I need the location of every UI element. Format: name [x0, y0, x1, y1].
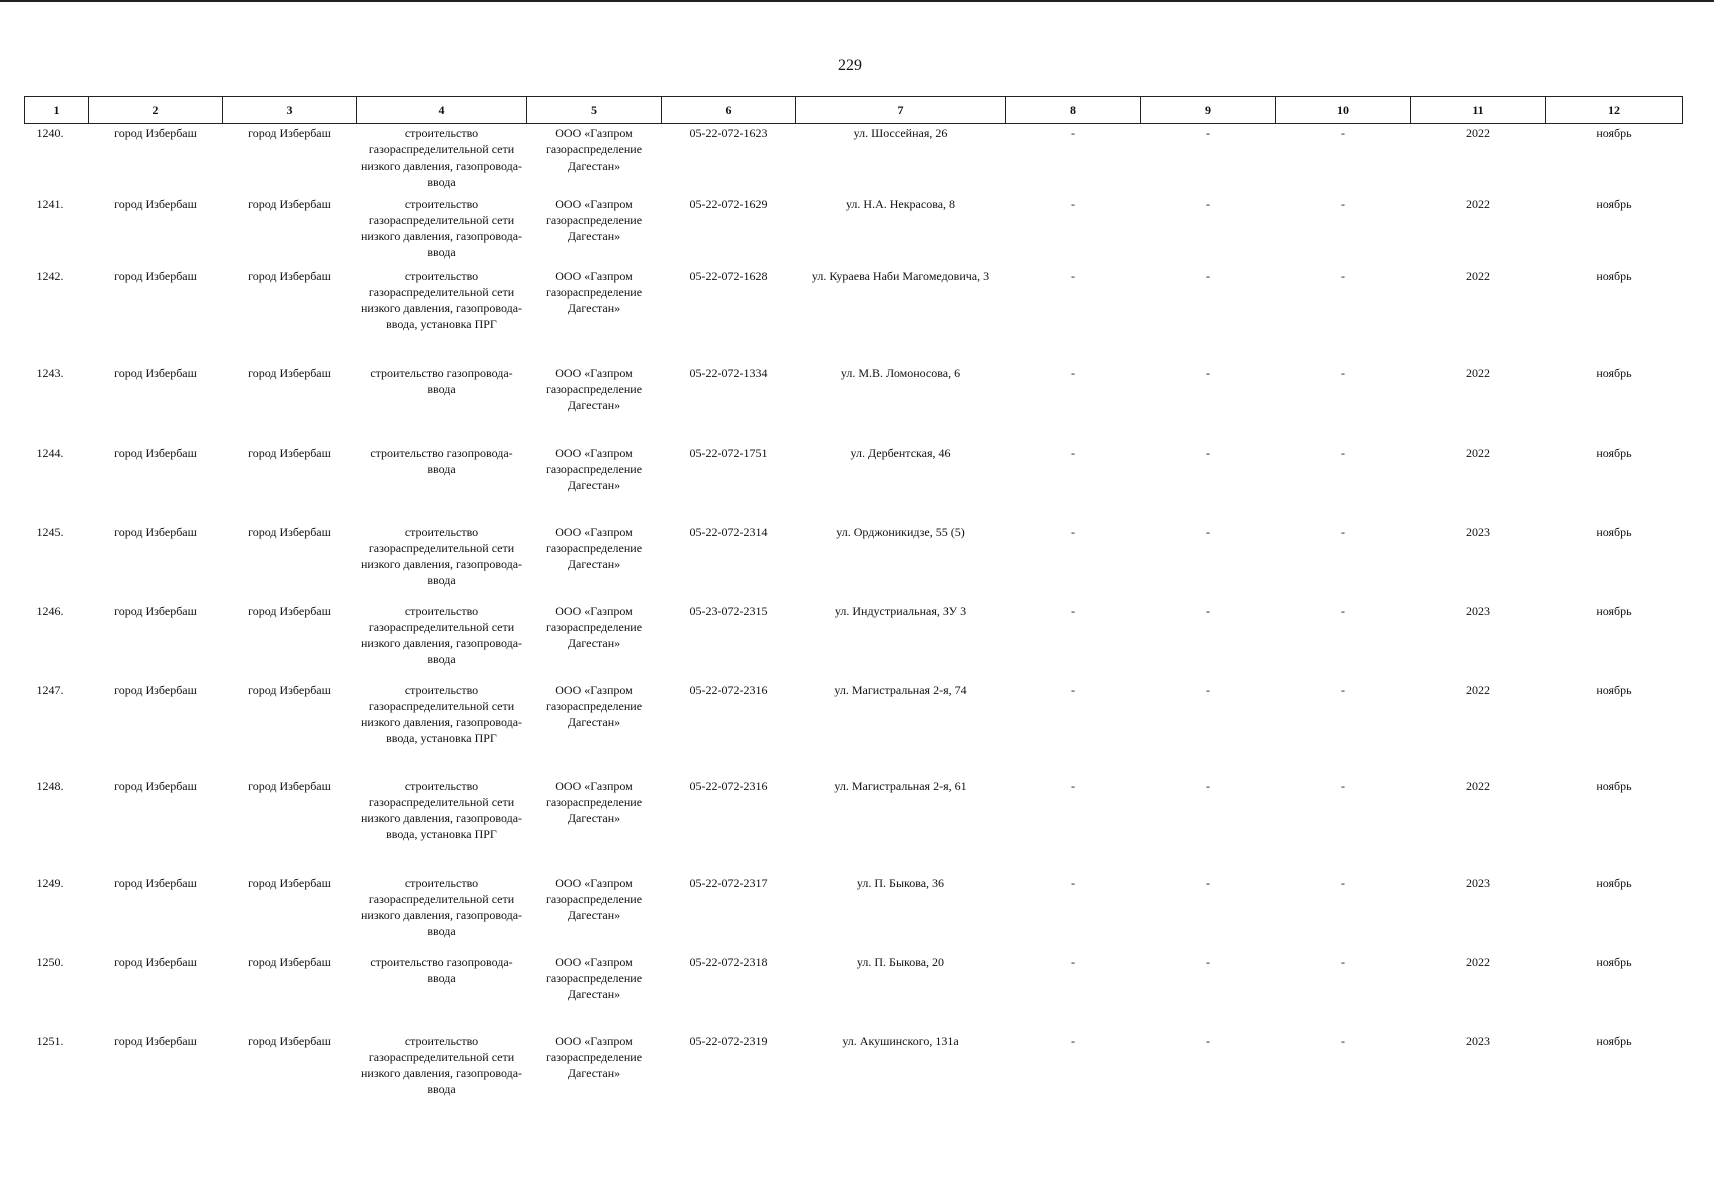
- month-cell: ноябрь: [1596, 1033, 1632, 1048]
- column-8-cell: -: [1071, 778, 1075, 793]
- column-9-cell: -: [1206, 954, 1210, 969]
- district-cell: город Избербаш: [114, 682, 197, 697]
- month-cell: ноябрь: [1596, 524, 1632, 539]
- row-number-cell: 1243.: [36, 365, 64, 380]
- table-row: [25, 524, 1683, 603]
- column-header: 11: [1411, 97, 1546, 124]
- month-cell: ноябрь: [1596, 603, 1632, 618]
- locality-cell: город Избербаш: [248, 365, 331, 380]
- year-cell: 2023: [1466, 875, 1490, 890]
- locality-cell: город Избербаш: [248, 1033, 331, 1048]
- column-header: 12: [1546, 97, 1683, 124]
- column-8-cell: -: [1071, 445, 1075, 460]
- month-cell: ноябрь: [1596, 126, 1632, 140]
- code-cell: 05-22-072-1751: [689, 445, 768, 460]
- row-number-cell: 1240.: [36, 126, 64, 140]
- column-9-cell: -: [1206, 1033, 1210, 1048]
- column-header: 9: [1141, 97, 1276, 124]
- column-10-cell: -: [1341, 126, 1345, 140]
- column-9-cell: -: [1206, 524, 1210, 539]
- year-cell: 2023: [1466, 603, 1490, 618]
- column-10-cell: -: [1341, 778, 1345, 793]
- year-cell: 2022: [1466, 445, 1490, 460]
- month-cell: ноябрь: [1596, 196, 1632, 211]
- column-10-cell: -: [1341, 196, 1345, 211]
- year-cell: 2022: [1466, 778, 1490, 793]
- year-cell: 2022: [1466, 682, 1490, 697]
- code-cell: 05-22-072-2316: [689, 778, 768, 793]
- activity-cell: строительство газораспределительной сети низкого давления, газопровода-ввода, установка ПРГ: [360, 268, 523, 332]
- column-header: 4: [357, 97, 527, 124]
- locality-cell: город Избербаш: [248, 196, 331, 211]
- row-number-cell: 1251.: [36, 1033, 64, 1048]
- row-number-cell: 1245.: [36, 524, 64, 539]
- locality-cell: город Избербаш: [248, 445, 331, 460]
- table-row: [25, 124, 1683, 196]
- column-8-cell: -: [1071, 603, 1075, 618]
- year-cell: 2022: [1466, 196, 1490, 211]
- column-8-cell: -: [1071, 954, 1075, 969]
- activity-cell: строительство газораспределительной сети низкого давления, газопровода-ввода: [360, 875, 523, 939]
- address-cell: ул. П. Быкова, 36: [856, 875, 945, 890]
- column-8-cell: -: [1071, 196, 1075, 211]
- organization-cell: ООО «Газпром газораспределение Дагестан»: [545, 196, 643, 244]
- code-cell: 05-22-072-2319: [689, 1033, 768, 1048]
- page-number: 229: [838, 57, 862, 74]
- column-10-cell: -: [1341, 365, 1345, 380]
- column-8-cell: -: [1071, 365, 1075, 380]
- activity-cell: строительство газораспределительной сети низкого давления, газопровода-ввода: [360, 196, 523, 260]
- column-8-cell: -: [1071, 126, 1075, 140]
- year-cell: 2023: [1466, 524, 1490, 539]
- column-8-cell: -: [1071, 268, 1075, 283]
- year-cell: 2022: [1466, 954, 1490, 969]
- column-9-cell: -: [1206, 268, 1210, 283]
- code-cell: 05-23-072-2315: [689, 603, 768, 618]
- district-cell: город Избербаш: [114, 875, 197, 890]
- table-row: [25, 954, 1683, 1033]
- column-8-cell: -: [1071, 1033, 1075, 1048]
- organization-cell: ООО «Газпром газораспределение Дагестан»: [545, 524, 643, 572]
- column-9-cell: -: [1206, 365, 1210, 380]
- table-row: [25, 603, 1683, 682]
- activity-cell: строительство газораспределительной сети низкого давления, газопровода-ввода: [360, 1033, 523, 1097]
- activity-cell: строительство газораспределительной сети низкого давления, газопровода-ввода, установка ПРГ: [360, 778, 523, 842]
- organization-cell: ООО «Газпром газораспределение Дагестан»: [545, 603, 643, 651]
- table-row: [25, 682, 1683, 778]
- month-cell: ноябрь: [1596, 445, 1632, 460]
- row-number-cell: 1242.: [36, 268, 64, 283]
- column-9-cell: -: [1206, 682, 1210, 697]
- locality-cell: город Избербаш: [248, 875, 331, 890]
- month-cell: ноябрь: [1596, 682, 1632, 697]
- table-row: [25, 1033, 1683, 1112]
- address-cell: ул. Орджоникидзе, 55 (5): [836, 524, 965, 539]
- locality-cell: город Избербаш: [248, 778, 331, 793]
- district-cell: город Избербаш: [114, 196, 197, 211]
- row-number-cell: 1248.: [36, 778, 64, 793]
- column-10-cell: -: [1341, 1033, 1345, 1048]
- locality-cell: город Избербаш: [248, 126, 331, 140]
- row-number-cell: 1249.: [36, 875, 64, 890]
- address-cell: ул. Магистральная 2-я, 74: [834, 682, 967, 697]
- activity-cell: строительство газопровода-ввода: [370, 365, 513, 396]
- column-10-cell: -: [1341, 524, 1345, 539]
- address-cell: ул. Кураева Наби Магомедовича, 3: [811, 268, 990, 283]
- activity-cell: строительство газопровода-ввода: [370, 445, 513, 476]
- column-header: 8: [1006, 97, 1141, 124]
- code-cell: 05-22-072-1623: [689, 126, 768, 140]
- column-header: 6: [662, 97, 796, 124]
- row-number-cell: 1241.: [36, 196, 64, 211]
- year-cell: 2022: [1466, 268, 1490, 283]
- column-8-cell: -: [1071, 875, 1075, 890]
- column-header: 7: [796, 97, 1006, 124]
- column-9-cell: -: [1206, 126, 1210, 140]
- code-cell: 05-22-072-1629: [689, 196, 768, 211]
- year-cell: 2023: [1466, 1033, 1490, 1048]
- district-cell: город Избербаш: [114, 268, 197, 283]
- row-number-cell: 1246.: [36, 603, 64, 618]
- code-cell: 05-22-072-1628: [689, 268, 768, 283]
- code-cell: 05-22-072-2316: [689, 682, 768, 697]
- district-cell: город Избербаш: [114, 954, 197, 969]
- organization-cell: ООО «Газпром газораспределение Дагестан»: [545, 954, 643, 1002]
- column-10-cell: -: [1341, 445, 1345, 460]
- address-cell: ул. Дербентская, 46: [850, 445, 951, 460]
- activity-cell: строительство газопровода-ввода: [370, 954, 513, 985]
- address-cell: ул. Н.А. Некрасова, 8: [845, 196, 956, 211]
- column-8-cell: -: [1071, 524, 1075, 539]
- month-cell: ноябрь: [1596, 268, 1632, 283]
- locality-cell: город Избербаш: [248, 954, 331, 969]
- address-cell: ул. Магистральная 2-я, 61: [834, 778, 967, 793]
- month-cell: ноябрь: [1596, 778, 1632, 793]
- page-top-border: [0, 0, 1714, 2]
- organization-cell: ООО «Газпром газораспределение Дагестан»: [545, 365, 643, 413]
- table-row: [25, 196, 1683, 268]
- code-cell: 05-22-072-1334: [689, 365, 768, 380]
- district-cell: город Избербаш: [114, 1033, 197, 1048]
- column-9-cell: -: [1206, 875, 1210, 890]
- address-cell: ул. Акушинского, 131а: [842, 1033, 959, 1048]
- district-cell: город Избербаш: [114, 603, 197, 618]
- column-10-cell: -: [1341, 954, 1345, 969]
- locality-cell: город Избербаш: [248, 682, 331, 697]
- code-cell: 05-22-072-2318: [689, 954, 768, 969]
- column-9-cell: -: [1206, 778, 1210, 793]
- organization-cell: ООО «Газпром газораспределение Дагестан»: [545, 682, 643, 730]
- row-number-cell: 1247.: [36, 682, 64, 697]
- district-cell: город Избербаш: [114, 778, 197, 793]
- column-10-cell: -: [1341, 875, 1345, 890]
- row-number-cell: 1250.: [36, 954, 64, 969]
- activity-cell: строительство газораспределительной сети низкого давления, газопровода-ввода: [360, 524, 523, 588]
- activity-cell: строительство газораспределительной сети низкого давления, газопровода-ввода: [360, 126, 523, 189]
- table-row: [25, 778, 1683, 875]
- address-cell: ул. Шоссейная, 26: [853, 126, 948, 140]
- organization-cell: ООО «Газпром газораспределение Дагестан»: [545, 268, 643, 316]
- column-header: 1: [25, 97, 89, 124]
- row-number-cell: 1244.: [36, 445, 64, 460]
- address-cell: ул. П. Быкова, 20: [856, 954, 945, 969]
- code-cell: 05-22-072-2314: [689, 524, 768, 539]
- month-cell: ноябрь: [1596, 365, 1632, 380]
- table-row: [25, 445, 1683, 524]
- data-table: [24, 96, 1683, 1112]
- table-row: [25, 268, 1683, 365]
- district-cell: город Избербаш: [114, 524, 197, 539]
- locality-cell: город Избербаш: [248, 524, 331, 539]
- district-cell: город Избербаш: [114, 365, 197, 380]
- month-cell: ноябрь: [1596, 954, 1632, 969]
- locality-cell: город Избербаш: [248, 268, 331, 283]
- year-cell: 2022: [1466, 126, 1490, 140]
- column-10-cell: -: [1341, 682, 1345, 697]
- column-header: 10: [1276, 97, 1411, 124]
- month-cell: ноябрь: [1596, 875, 1632, 890]
- district-cell: город Избербаш: [114, 445, 197, 460]
- column-header: 5: [527, 97, 662, 124]
- year-cell: 2022: [1466, 365, 1490, 380]
- column-9-cell: -: [1206, 445, 1210, 460]
- organization-cell: ООО «Газпром газораспределение Дагестан»: [545, 445, 643, 493]
- address-cell: ул. М.В. Ломоносова, 6: [840, 365, 961, 380]
- activity-cell: строительство газораспределительной сети низкого давления, газопровода-ввода, установка ПРГ: [360, 682, 523, 746]
- organization-cell: ООО «Газпром газораспределение Дагестан»: [545, 1033, 643, 1081]
- code-cell: 05-22-072-2317: [689, 875, 768, 890]
- column-9-cell: -: [1206, 196, 1210, 211]
- column-header: 3: [223, 97, 357, 124]
- organization-cell: ООО «Газпром газораспределение Дагестан»: [545, 875, 643, 923]
- organization-cell: ООО «Газпром газораспределение Дагестан»: [545, 126, 643, 173]
- column-10-cell: -: [1341, 603, 1345, 618]
- locality-cell: город Избербаш: [248, 603, 331, 618]
- district-cell: город Избербаш: [114, 126, 197, 140]
- column-10-cell: -: [1341, 268, 1345, 283]
- column-header: 2: [89, 97, 223, 124]
- column-9-cell: -: [1206, 603, 1210, 618]
- column-number-row: [25, 97, 1683, 124]
- column-8-cell: -: [1071, 682, 1075, 697]
- table-row: [25, 875, 1683, 954]
- address-cell: ул. Индустриальная, ЗУ 3: [834, 603, 967, 618]
- activity-cell: строительство газораспределительной сети низкого давления, газопровода-ввода: [360, 603, 523, 667]
- organization-cell: ООО «Газпром газораспределение Дагестан»: [545, 778, 643, 826]
- table-row: [25, 365, 1683, 445]
